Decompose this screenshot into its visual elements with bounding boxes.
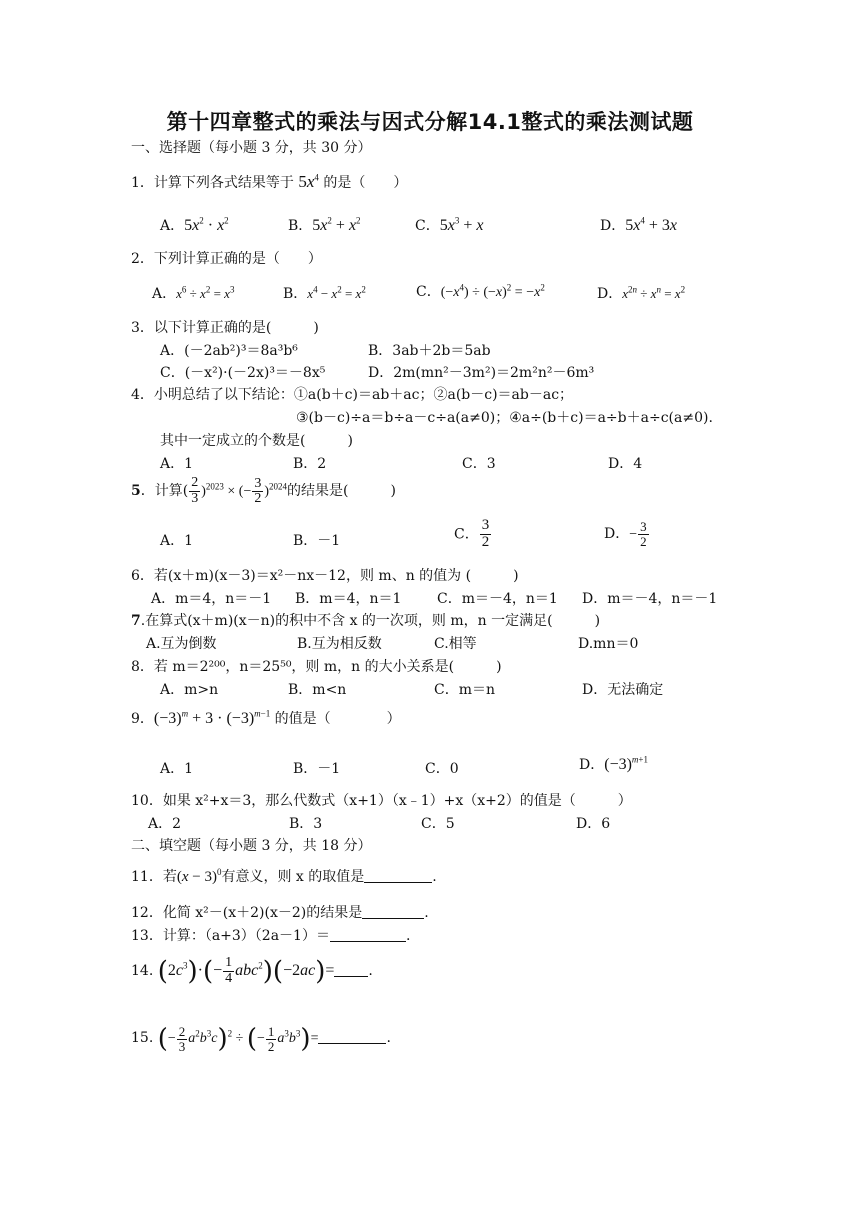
q6-option-b: B．m＝4，n＝1: [295, 591, 402, 607]
q1-option-c: C．$5x^3 + x$: [415, 215, 484, 234]
question-1: 1．计算下列各式结果等于 $5x^4$ 的是（ ）: [131, 172, 408, 191]
q1-option-b: B．$5x^2 + x^2$: [288, 215, 361, 234]
question-6: 6．若(x＋m)(x－3)＝x²－nx－12，则 m、n 的值为 ( ): [131, 568, 519, 584]
q7-option-a: A.互为倒数: [146, 636, 217, 652]
q1-stem-pre: 1．计算下列各式结果等于: [131, 175, 294, 191]
q10-option-c: C．5: [421, 816, 455, 832]
q6-option-d: D．m＝－4，n＝－1: [582, 591, 718, 607]
q3-option-c: C．(－x²)·(－2x)³＝－8x⁵: [160, 365, 326, 381]
q1-option-d: D．$5x^4 + 3x$: [600, 215, 677, 234]
q7-option-c: C.相等: [434, 636, 477, 652]
q1-option-a: A．$5x^2 \cdot x^2$: [160, 215, 229, 234]
q10-option-b: B．3: [289, 816, 323, 832]
q6-option-c: C．m＝－4，n＝1: [437, 591, 558, 607]
q2-option-d: D．$x^{2n} \div x^n = x^2$: [597, 284, 686, 302]
q5-option-d: D．− $\frac{3}{2}$: [604, 519, 647, 549]
question-10: 10．如果 x²+x＝3，那么代数式（x+1）（x﹣1）+x（x+2）的值是（ ）: [131, 793, 632, 809]
question-4-line2: ③(b－c)÷a＝b÷a－c÷a(a≠0)；④a÷(b＋c)＝a÷b＋a÷c(a≠0).: [296, 410, 713, 426]
question-4-line3: 其中一定成立的个数是( ): [160, 433, 353, 449]
q10-option-d: D．6: [576, 816, 611, 832]
page-title: 第十四章整式的乘法与因式分解14.1整式的乘法测试题: [166, 110, 694, 134]
q4-option-c: C．3: [462, 456, 496, 472]
question-3: 3．以下计算正确的是( ): [131, 320, 319, 336]
question-4: 4．小明总结了以下结论：①a(b＋c)＝ab＋ac；②a(b－c)＝ab－ac；: [131, 387, 574, 403]
q11-answer-blank[interactable]: [364, 868, 432, 883]
q5-option-a: A．1: [160, 533, 194, 549]
question-7: 7.在算式(x＋m)(x－n)的积中不含 x 的一次项，则 m，n 一定满足( ): [131, 613, 601, 629]
question-11: 11．若$(x - 3)^0$有意义，则 x 的取值是 .: [131, 867, 437, 885]
question-8: 8．若 m＝2²⁰⁰，n＝25⁵⁰，则 m，n 的大小关系是( ): [131, 659, 502, 675]
q4-option-d: D．4: [608, 456, 643, 472]
q8-option-c: C．m＝n: [434, 682, 496, 698]
q10-option-a: A．2: [148, 816, 182, 832]
q4-option-a: A．1: [160, 456, 194, 472]
question-9: 9．$(-3)^m + 3 \cdot (-3)^{m-1}$ 的值是（ ）: [131, 708, 401, 727]
question-15: 15. (− $\frac{2}{3}$ $a^2b^3c)^2$ ÷ (− $\frac{1}{2}$ $a^3b^3)=$ .: [131, 1023, 391, 1054]
q5-option-b: B．－1: [293, 533, 341, 549]
q9-option-a: A．1: [160, 761, 194, 777]
q4-option-b: B．2: [293, 456, 327, 472]
q3-option-d: D．2m(mn²－3m²)＝2m²n²－6m³: [368, 365, 595, 381]
q13-answer-blank[interactable]: [330, 927, 406, 942]
q2-option-b: B．$x^4 - x^2 = x^2$: [283, 284, 366, 302]
question-2: 2．下列计算正确的是（ ）: [131, 251, 322, 267]
q2-option-c: C．$(-x^4) \div (-x)^2 = -x^2$: [416, 282, 545, 300]
section-fill-heading: 二、填空题（每小题 3 分，共 18 分）: [131, 838, 372, 854]
q1-stem-post: 的是（ ）: [323, 175, 408, 191]
q2-option-a: A．$x^6 \div x^2 = x^3$: [152, 284, 235, 302]
q9-option-d: D．$(-3)^{m+1}$: [579, 754, 648, 773]
q5-option-c: C． $\frac{3}{2}$: [454, 517, 490, 550]
q8-option-d: D．无法确定: [582, 682, 664, 698]
q12-answer-blank[interactable]: [362, 904, 424, 919]
q8-option-a: A．m>n: [160, 682, 219, 698]
question-5: 5．计算( $\frac{2}{3}$ )$^{2023}$ × (− $\frac{3}{2}$ )$^{2024}$的结果是( ): [131, 475, 396, 507]
q14-answer-blank[interactable]: [334, 962, 368, 977]
q9-option-b: B．－1: [293, 761, 341, 777]
q3-option-b: B．3ab＋2b＝5ab: [368, 343, 491, 359]
question-12: 12．化简 x²－(x＋2)(x－2)的结果是 .: [131, 905, 429, 921]
section-choice-heading: 一、选择题（每小题 3 分，共 30 分）: [131, 140, 372, 156]
q8-option-b: B．m<n: [288, 682, 347, 698]
q6-option-a: A．m＝4，n＝－1: [151, 591, 272, 607]
q3-option-a: A．(－2ab²)³＝8a³b⁶: [160, 343, 298, 359]
q15-answer-blank[interactable]: [318, 1029, 386, 1044]
question-13: 13．计算：（a+3）（2a－1）＝ .: [131, 928, 411, 944]
question-14: 14. $(2c^3)\cdot(-$ $\frac{1}{4}$ abc$^2$)(−2ac)= .: [131, 955, 373, 987]
q7-option-d: D.mn＝0: [578, 636, 639, 652]
q7-option-b: B.互为相反数: [297, 636, 382, 652]
q9-option-c: C．0: [425, 761, 459, 777]
